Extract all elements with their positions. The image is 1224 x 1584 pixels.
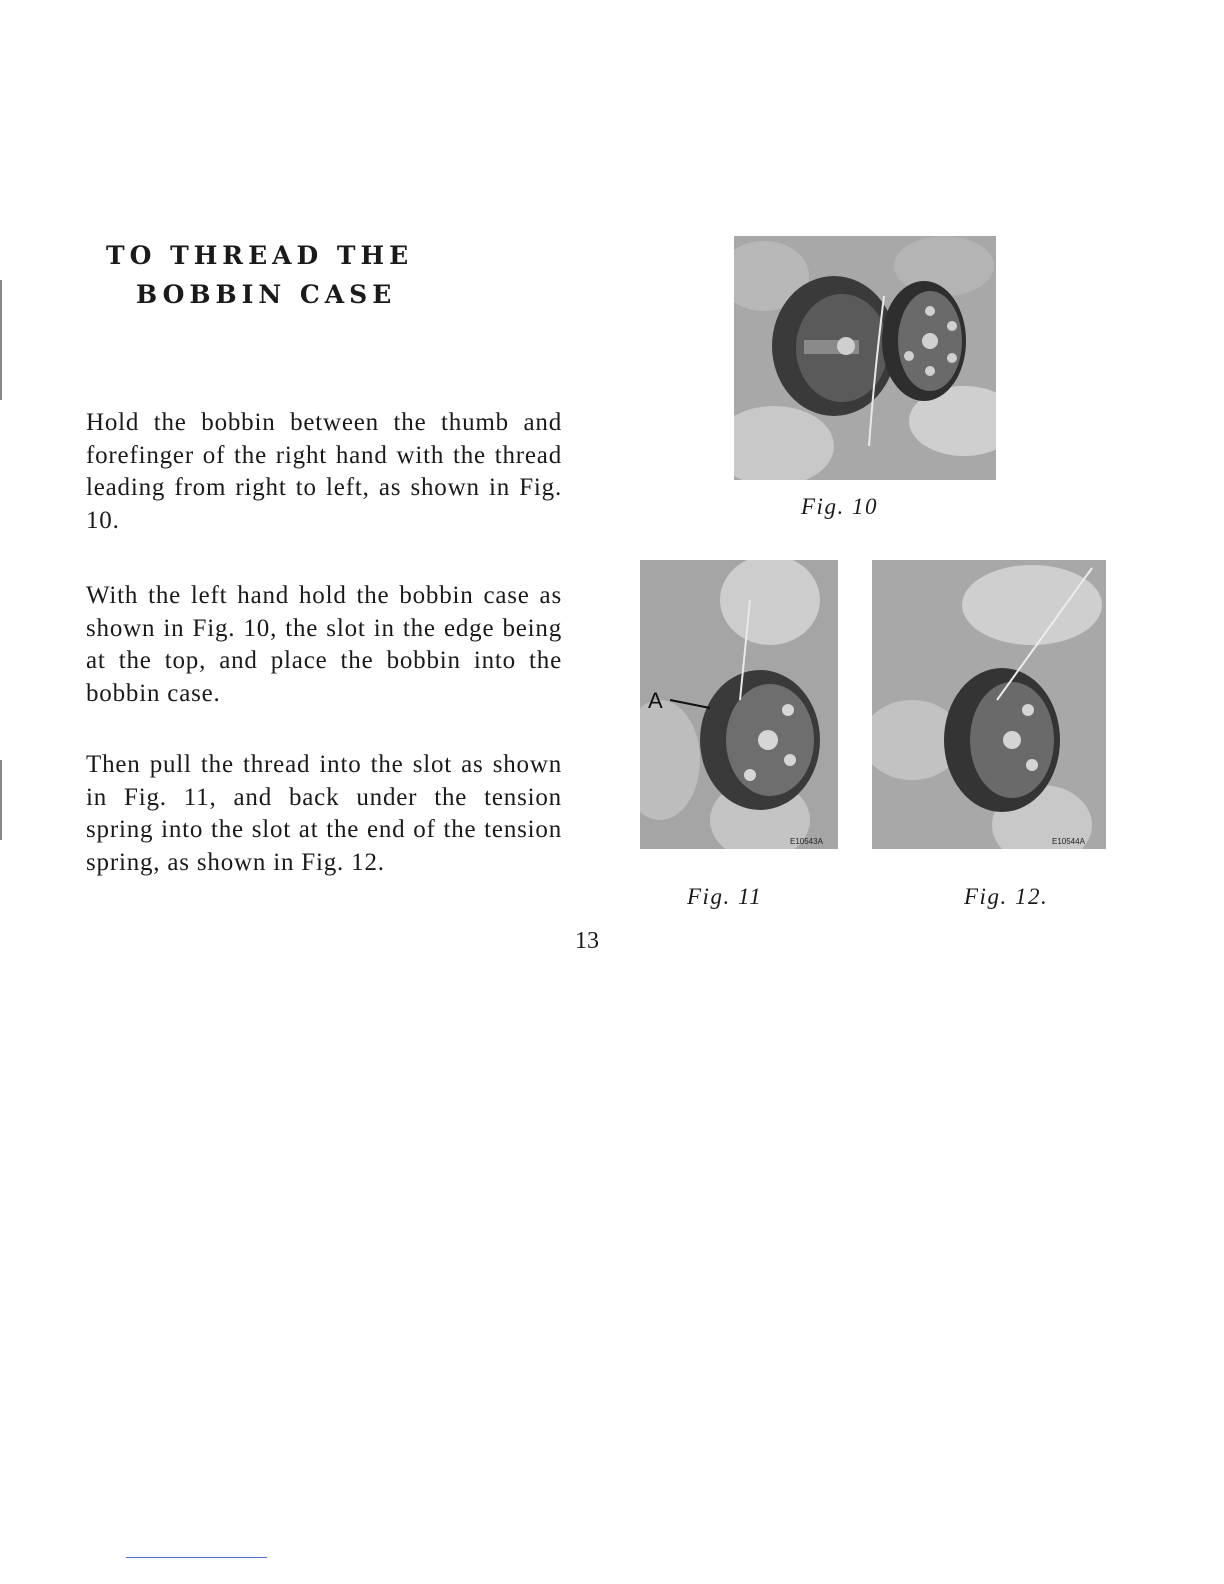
fig-10-photo [734,236,996,480]
scan-margin-mark [0,280,2,400]
page-number: 13 [575,928,599,954]
fig-11-label-a: A [648,688,663,713]
fig-12-photo [872,560,1106,849]
bottom-rule [126,1557,267,1558]
scan-margin-mark [0,760,2,840]
fig-12-code: E10544A [1052,837,1085,846]
paragraph-2: With the left hand hold the bobbin case as shown in Fig. 10, the slot in the edge being at the top, and place the bobbin into the bobbin case. [86,582,562,707]
fig-11-caption: Fig. 11 [687,884,763,909]
fig-10-caption: Fig. 10 [801,494,878,519]
heading-line-1: TO THREAD THE [106,241,414,270]
fig-12-caption: Fig. 12. [964,884,1049,909]
bobbin-and-case-illustration [734,236,996,480]
fig-11-photo [640,560,838,849]
fig-11-code: E10543A [790,837,823,846]
paragraph-1: Hold the bobbin between the thumb and forefinger of the right hand with the thread leading from right to left, as shown in Fig. 10. [86,409,562,534]
thread-under-tension-spring-illustration [872,560,1106,849]
thread-into-slot-illustration [640,560,838,849]
heading-line-2: BOBBIN CASE [136,280,397,309]
paragraph-3: Then pull the thread into the slot as shown in Fig. 11, and back under the tension spring into the slot at the end of the tension spring, as shown in Fig. 12. [86,751,562,876]
